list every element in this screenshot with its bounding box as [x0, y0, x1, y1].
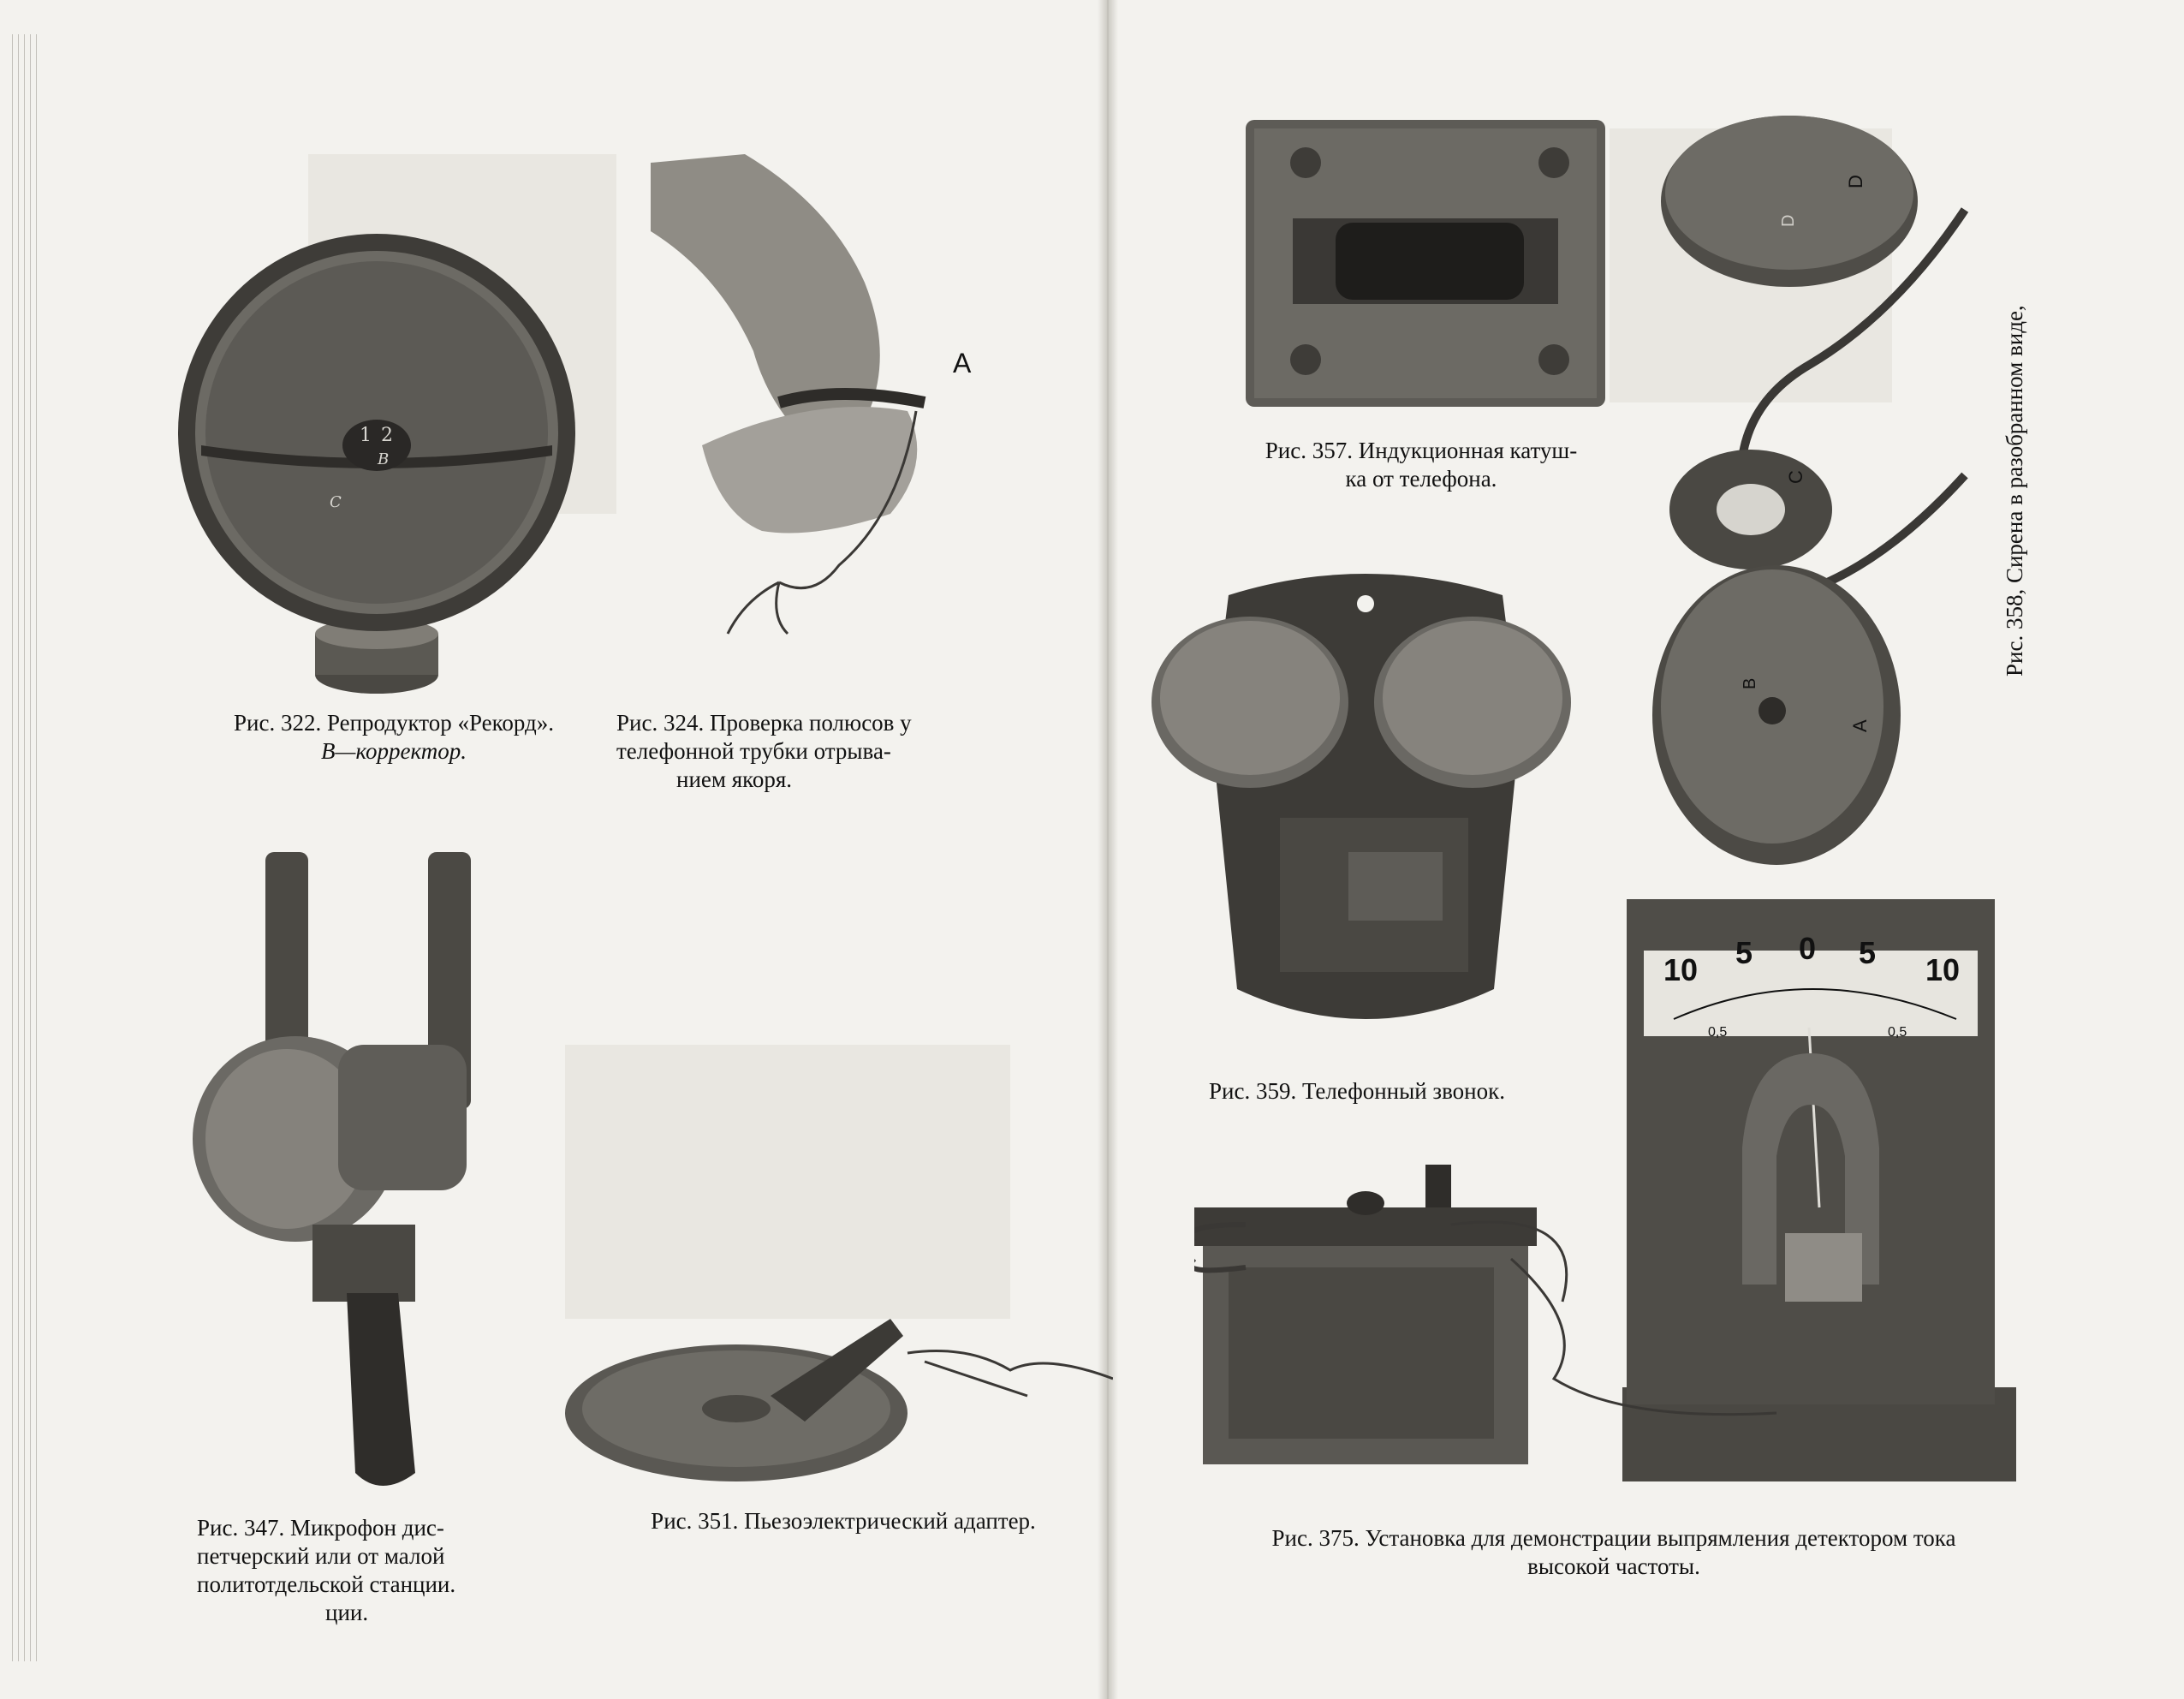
label-B: B [378, 450, 390, 468]
caption-line: телефонной трубки отрыва- [616, 738, 891, 764]
scale-0-5-right: 0,5 [1888, 1025, 1907, 1040]
scale-10-right: 10 [1925, 952, 1961, 987]
caption-line: Рис. 347. Микрофон дис- [197, 1515, 444, 1541]
caption-line: Рис. 358, Сирена в разобранном виде, [2002, 305, 2027, 677]
label-D: D [1845, 175, 1866, 188]
caption-line: ка от телефона. [1345, 466, 1497, 492]
figure-375-caption [1186, 1524, 2042, 1581]
label-2: 2 [381, 425, 393, 446]
label-C: C [1785, 470, 1806, 484]
caption-line: Рис. 359. Телефонный звонок. [1209, 1078, 1505, 1104]
caption-line: Рис. 324. Проверка полюсов у [616, 710, 912, 736]
figure-322-caption [193, 709, 595, 766]
scale-5-left: 5 [1735, 935, 1753, 970]
figure-358-siren [1639, 116, 1982, 869]
caption-line: петчерский или от малой [197, 1543, 445, 1569]
scale-5-right: 5 [1859, 935, 1877, 970]
scale-10-left: 10 [1663, 952, 1699, 987]
label-B: B [1741, 677, 1759, 689]
caption-line: политотдельской станции. [197, 1571, 456, 1597]
caption-line: Рис. 375. Установка для демонстрации выпрямления детектором тока [1271, 1525, 1956, 1551]
figure-324-hands [642, 154, 1002, 689]
label-A: A [953, 348, 972, 379]
label-1: 1 [360, 425, 372, 446]
figure-357-coil [1241, 116, 1610, 411]
label-D: D [1779, 214, 1798, 227]
caption-line: нием якоря. [676, 766, 793, 792]
label-C: C [330, 493, 342, 511]
figure-357-caption [1233, 437, 1610, 493]
figure-351-adapter [565, 1302, 1113, 1490]
figure-322-loudspeaker [176, 231, 578, 698]
figure-347-caption [197, 1514, 514, 1627]
caption-line: Рис. 322. Репродуктор «Рекорд». [234, 710, 554, 736]
figure-375-apparatus [1194, 899, 2016, 1481]
scale-0-5-left: 0,5 [1708, 1025, 1728, 1040]
label-A: A [1849, 719, 1871, 732]
caption-line: Рис. 357. Индукционная катуш- [1265, 438, 1578, 463]
page-edges [7, 34, 41, 1661]
figure-358-caption [2002, 305, 2028, 677]
figure-347-microphone [184, 848, 501, 1499]
caption-line: Рис. 351. Пьезоэлектрический адаптер. [651, 1508, 1036, 1534]
caption-line: высокой частоты. [1527, 1553, 1700, 1579]
figure-324-caption [616, 709, 1019, 794]
scale-0: 0 [1799, 931, 1817, 966]
figure-351-caption [591, 1507, 1096, 1535]
show-through [565, 1045, 1010, 1319]
caption-line: ции. [325, 1600, 369, 1625]
caption-line: B—корректор. [320, 738, 467, 764]
